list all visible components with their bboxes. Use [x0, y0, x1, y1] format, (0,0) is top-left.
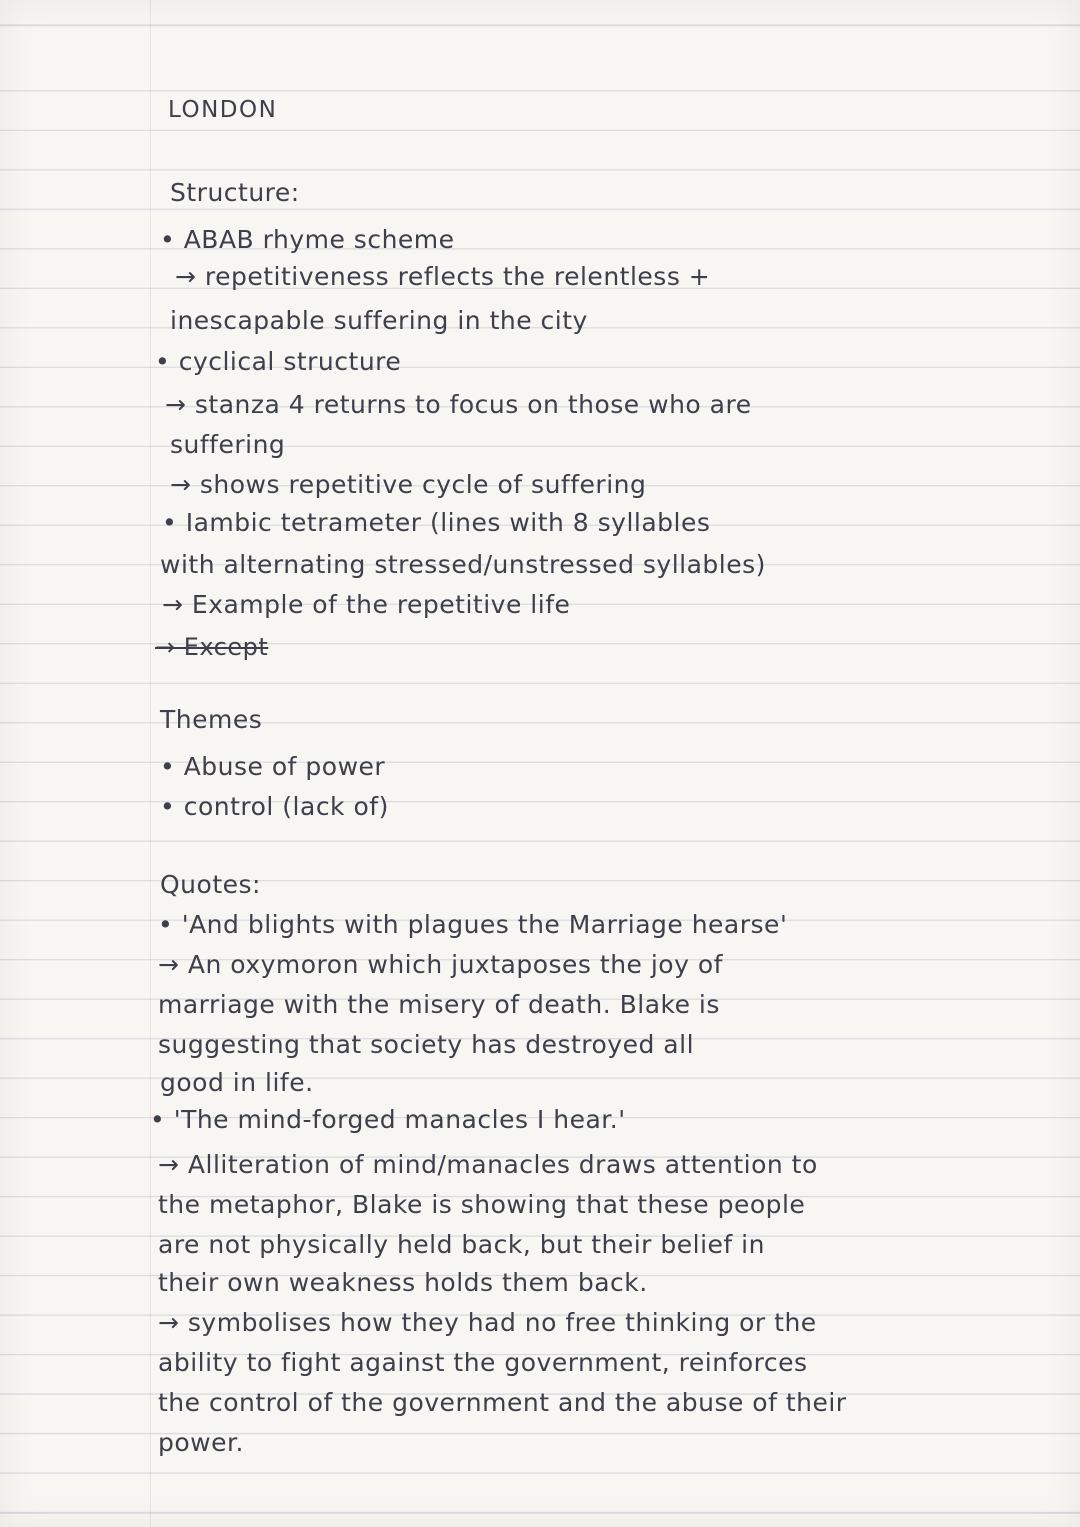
structure-line: • Iambic tetrameter (lines with 8 syllables — [162, 508, 711, 537]
quote-line: • 'And blights with plagues the Marriage hearse' — [158, 910, 788, 939]
structure-line: → Example of the repetitive life — [162, 590, 571, 619]
themes-heading: Themes — [160, 705, 263, 734]
structure-line: → shows repetitive cycle of suffering — [170, 470, 647, 499]
quote-line: ability to fight against the government, reinforces — [158, 1348, 808, 1377]
quote-line: good in life. — [160, 1068, 314, 1097]
page-title: LONDON — [168, 97, 278, 123]
structure-line: inescapable suffering in the city — [170, 306, 588, 335]
quote-line: marriage with the misery of death. Blake is — [158, 990, 720, 1019]
structure-line: with alternating stressed/unstressed syllables) — [160, 550, 766, 579]
structure-heading: Structure: — [170, 178, 300, 207]
quotes-heading: Quotes: — [160, 870, 261, 899]
quote-line: suggesting that society has destroyed all — [158, 1030, 695, 1059]
quote-line: the control of the government and the abuse of their — [158, 1388, 847, 1417]
quote-line: are not physically held back, but their belief in — [158, 1230, 765, 1259]
quote-line: • 'The mind-forged manacles I hear.' — [150, 1105, 626, 1134]
quote-line: power. — [158, 1428, 244, 1457]
theme-item: • Abuse of power — [160, 752, 386, 781]
theme-item: • control (lack of) — [160, 792, 389, 821]
margin-line — [150, 0, 151, 1527]
structure-line: → repetitiveness reflects the relentless + — [175, 262, 711, 291]
structure-line: • ABAB rhyme scheme — [160, 225, 455, 254]
structure-line: • cyclical structure — [155, 347, 402, 376]
quote-line: their own weakness holds them back. — [158, 1268, 648, 1297]
structure-line: → stanza 4 returns to focus on those who are — [165, 390, 752, 419]
quote-line: → Alliteration of mind/manacles draws attention to — [158, 1150, 818, 1179]
quote-line: the metaphor, Blake is showing that these people — [158, 1190, 806, 1219]
quote-line: → An oxymoron which juxtaposes the joy of — [158, 950, 723, 979]
structure-line-crossed-out: → Except — [155, 633, 269, 661]
structure-line: suffering — [170, 430, 286, 459]
quote-line: → symbolises how they had no free thinking or the — [158, 1308, 817, 1337]
